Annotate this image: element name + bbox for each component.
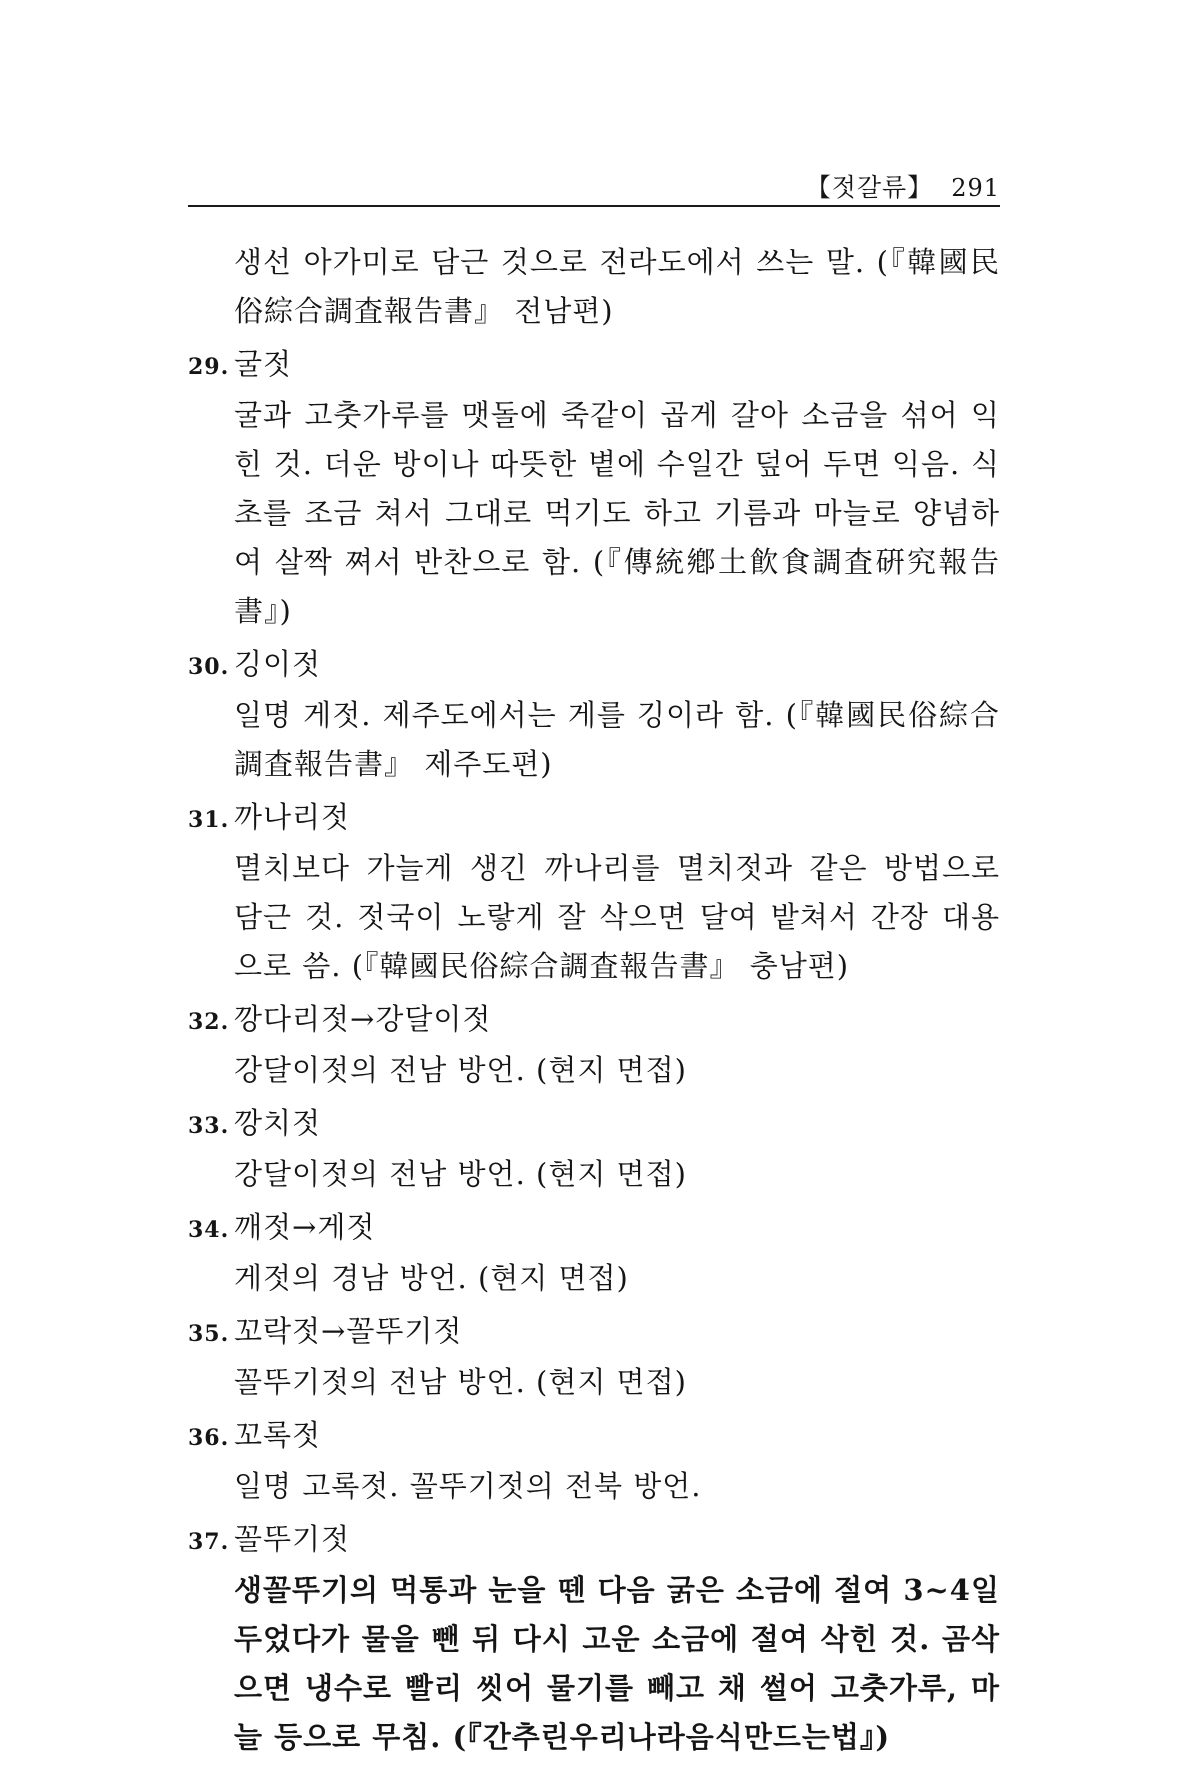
- entry-title: 꼬락젓→꼴뚜기젓: [234, 1314, 463, 1348]
- entry-title: 굴젓: [234, 347, 293, 381]
- entry-title: 꼴뚜기젓: [234, 1522, 351, 1556]
- entry-37: [188, 1517, 1000, 1762]
- entry-heading: [188, 1205, 1000, 1252]
- section-title: 【젓갈류】: [805, 173, 934, 202]
- entry-31: [188, 795, 1000, 991]
- entry-title: 깡다리젓→강달이젓: [234, 1002, 492, 1036]
- entry-number: 29.: [188, 354, 230, 380]
- entry-36: [188, 1413, 1000, 1511]
- entry-title: 깨젓→게젓: [234, 1210, 376, 1244]
- entry-definition: 일명 고록젓. 꼴뚜기젓의 전북 방언.: [234, 1469, 702, 1503]
- entry-definition: 강달이젓의 전남 방언. (현지 면접): [234, 1053, 687, 1087]
- entry-number: 37.: [188, 1529, 230, 1555]
- entry-number: 34.: [188, 1217, 230, 1243]
- entry-29: [188, 342, 1000, 636]
- entry-heading: [188, 1517, 1000, 1564]
- entry-definition: 강달이젓의 전남 방언. (현지 면접): [234, 1157, 687, 1191]
- entry-heading: [188, 1101, 1000, 1148]
- page-body: [188, 238, 1000, 1762]
- entry-title: 깡치젓: [234, 1106, 322, 1140]
- entry-definition: 굴과 고춧가루를 맷돌에 죽같이 곱게 갈아 소금을 섞어 익힌 것. 더운 방이나 따뜻한 볕에 수일간 덮어 두면 익음. 식초를 조금 쳐서 그대로 먹기도 하고 기름과 마늘로 양념하여 살짝 쪄서 반찬으로 함. (『傳統鄕土飮食調査硏究報告書』): [234, 398, 1000, 628]
- entry-number: 35.: [188, 1321, 230, 1347]
- entry-heading: [188, 1309, 1000, 1356]
- entry-definition: 꼴뚜기젓의 전남 방언. (현지 면접): [234, 1365, 687, 1399]
- entry-33: [188, 1101, 1000, 1199]
- entry-heading: [188, 997, 1000, 1044]
- entry-number: 33.: [188, 1113, 230, 1139]
- entry-number: 30.: [188, 654, 230, 680]
- entry-number: 31.: [188, 807, 230, 833]
- entry-30: [188, 642, 1000, 789]
- entry-34: [188, 1205, 1000, 1303]
- intro-paragraph: 생선 아가미로 담근 것으로 전라도에서 쓰는 말. (『韓國民俗綜合調査報告書』 전남편): [234, 245, 1000, 328]
- entry-35: [188, 1309, 1000, 1407]
- entry-definition: 생꼴뚜기의 먹통과 눈을 뗀 다음 굵은 소금에 절여 3~4일 두었다가 물을 뺀 뒤 다시 고운 소금에 절여 삭힌 것. 곰삭으면 냉수로 빨리 씻어 물기를 빼고 채 썰어 고춧가루, 마늘 등으로 무침. (『간추린우리나라음식만드는법』): [234, 1573, 1000, 1754]
- entry-title: 깅이젓: [234, 647, 322, 681]
- entry-heading: [188, 795, 1000, 842]
- entry-number: 32.: [188, 1009, 230, 1035]
- entry-definition: 멸치보다 가늘게 생긴 까나리를 멸치젓과 같은 방법으로 담근 것. 젓국이 노랗게 잘 삭으면 달여 밭쳐서 간장 대용으로 씀. (『韓國民俗綜合調査報告書』 충남편): [234, 851, 1000, 983]
- entry-definition: 게젓의 경남 방언. (현지 면접): [234, 1261, 629, 1295]
- entry-number: 36.: [188, 1425, 230, 1451]
- entry-definition: 일명 게젓. 제주도에서는 게를 깅이라 함. (『韓國民俗綜合調査報告書』 제주도편): [234, 698, 1000, 781]
- header-rule: [188, 205, 1000, 207]
- entry-title: 까나리젓: [234, 800, 351, 834]
- entry-heading: [188, 1413, 1000, 1460]
- entry-title: 꼬록젓: [234, 1418, 322, 1452]
- page-number: 291: [951, 174, 1000, 202]
- entry-heading: [188, 642, 1000, 689]
- running-header: [188, 168, 1000, 204]
- entry-heading: [188, 342, 1000, 389]
- entry-32: [188, 997, 1000, 1095]
